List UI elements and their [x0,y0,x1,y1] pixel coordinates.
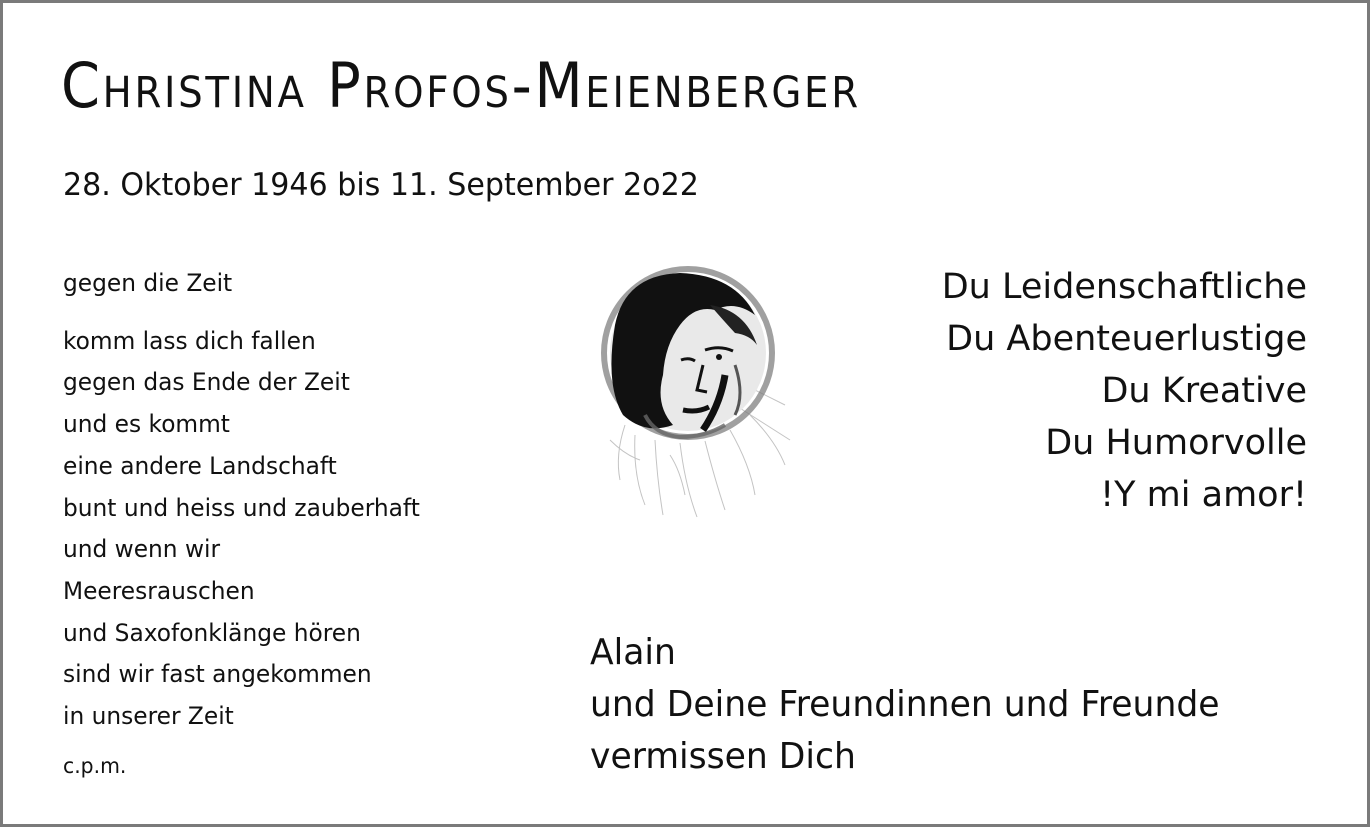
tribute-line: Du Leidenschaftliche [941,267,1307,307]
closing-message [590,627,1246,783]
closing-line: und Deine Freundinnen und Freunde [590,684,1220,725]
tribute-lines [942,261,1307,521]
life-dates: 28. Oktober 1946 bis 11. September 2o22 [63,167,699,203]
closing-line: Alain [590,632,676,673]
poem-line: komm lass dich fallen [63,326,316,355]
tribute-line: Du Kreative [1101,371,1307,411]
poem-line: bunt und heiss und zauberhaft [63,493,420,522]
poem-line: und es kommt [63,410,230,439]
deceased-name: Christina Profos-Meienberger [61,49,861,122]
poem-line: und wenn wir [63,535,221,564]
poem-line: sind wir fast angekommen [63,660,372,689]
closing-line: vermissen Dich [590,736,856,777]
portrait-icon [585,265,795,525]
poem-line: in unserer Zeit [63,702,234,731]
poem-line: und Saxofonklänge hören [63,618,361,647]
tribute-line: Du Abenteuerlustige [946,319,1307,359]
poem-line: Meeresrauschen [63,576,255,605]
tribute-line: !Y mi amor! [1100,475,1307,515]
poem-title: gegen die Zeit [63,269,233,297]
poem-signature: c.p.m. [63,753,127,778]
poem-line: gegen das Ende der Zeit [63,368,350,397]
tribute-line: Du Humorvolle [1045,423,1307,463]
poem [63,263,431,787]
poem-line: eine andere Landschaft [63,451,337,480]
